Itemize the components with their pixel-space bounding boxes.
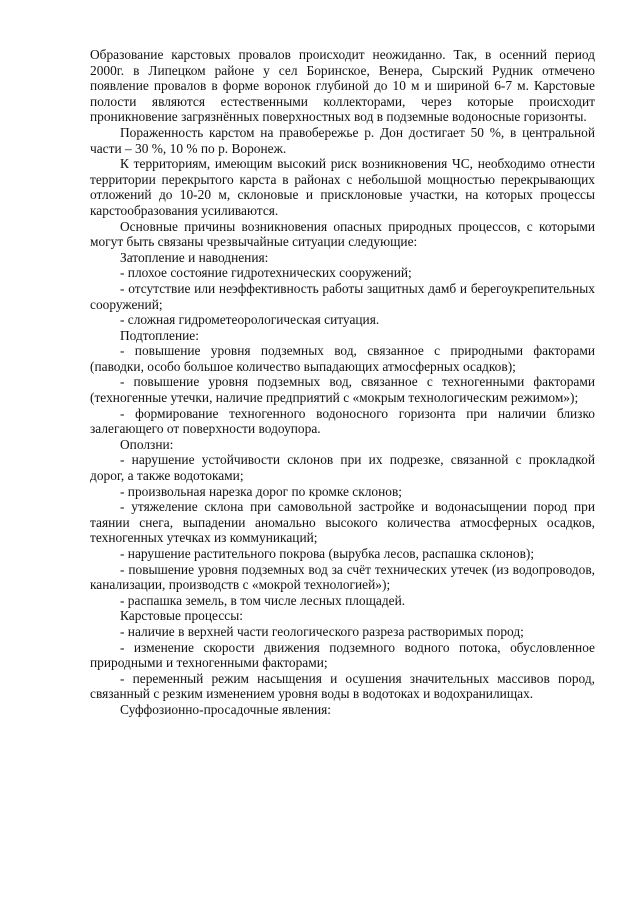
heading-karst-processes: Карстовые процессы: (120, 608, 243, 624)
paragraph-main-causes: Основные причины возникновения опасных природных процессов, с которыми могут быть связаны чрезвычайные ситуации следующие: (90, 218, 595, 250)
list-item: - формирование техногенного водоносного горизонта при наличии близко залегающего от поверхности водоупора. (90, 405, 595, 437)
list-item: - повышение уровня подземных вод за счёт технических утечек (из водопроводов, канализации, производств с «мокрой технологией»); (90, 561, 595, 593)
paragraph-high-risk-territories: К территориям, имеющим высокий риск возникновения ЧС, необходимо отнести территории перекрытого карста в районах с небольшой мощностью перекрывающих отложений до 10-20 м, склоновые и присклоновые участки, на которых процессы карстообразования усиливаются. (90, 156, 595, 218)
list-item: - отсутствие или неэффективность работы защитных дамб и берегоукрепительных сооружений; (90, 280, 595, 312)
list-item: - нарушение растительного покрова (вырубка лесов, распашка склонов); (120, 546, 535, 561)
heading-suffosion: Суффозионно-просадочные явления: (120, 701, 331, 717)
list-item: - сложная гидрометеорологическая ситуация. (120, 312, 380, 328)
list-item: - повышение уровня подземных вод, связанное с природными факторами (паводки, особо большое количество выпадающих атмосферных осадков); (90, 343, 595, 374)
document-page (90, 47, 595, 718)
list-item: - переменный режим насыщения и осушения значительных массивов пород, связанный с резким изменением уровня воды в водотоках и водохранилищах. (90, 670, 595, 702)
paragraph-karst-sinkholes: Образование карстовых провалов происходит неожиданно. Так, в осенний период 2000г. в Липецком районе у сел Боринское, Венера, Сырский Рудник отмечено появление провалов в форме воронок глубиной до 10 м и шириной 6-7 м. Карстовые полости являются естественными коллекторами, через которые происходит проникновение загрязнённых поверхностных вод в подземные водоносные горизонты. (90, 47, 595, 125)
heading-flooding: Затопление и наводнения: (120, 249, 269, 265)
heading-underflooding: Подтопление: (120, 327, 199, 343)
paragraph-karst-extent: Пораженность карстом на правобережье р. Дон достигает 50 %, в центральной части – 30 %, 10 % по р. Воронеж. (90, 124, 595, 156)
list-item: - произвольная нарезка дорог по кромке склонов; (120, 483, 403, 499)
list-item: - нарушение устойчивости склонов при их подрезке, связанной с прокладкой дорог, а также водотоками; (90, 452, 595, 484)
list-item: - распашка земель, в том числе лесных площадей. (120, 592, 406, 608)
list-item: - наличие в верхней части геологического разреза растворимых пород; (120, 623, 524, 639)
list-item: - утяжеление склона при самовольной застройке и водонасыщении пород при таянии снега, выпадении аномально высокого количества атмосферных осадков, техногенных утечках из коммуникаций; (90, 499, 595, 546)
list-item: - плохое состояние гидротехнических сооружений; (120, 265, 412, 281)
heading-landslides: Оползни: (120, 436, 174, 452)
list-item: - изменение скорости движения подземного водного потока, обусловленное природными и техногенными факторами; (90, 639, 595, 671)
list-item: - повышение уровня подземных вод, связанное с техногенными факторами (техногенные утечки, наличие предприятий с «мокрым технологическим режимом»); (90, 374, 595, 406)
